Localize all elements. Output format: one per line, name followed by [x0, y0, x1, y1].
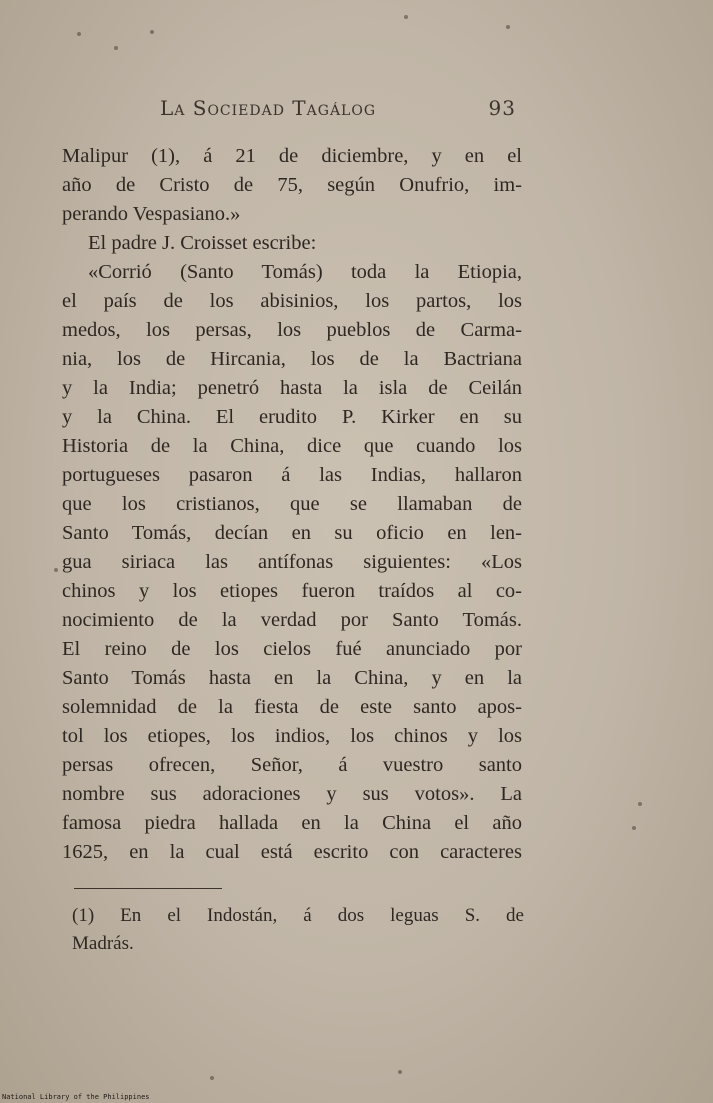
- footnote-line: (1) En el Indostán, á dos leguas S. de: [72, 905, 524, 926]
- text-line: «Corrió (Santo Tomás) toda la Etiopia,: [88, 261, 522, 283]
- text-line: y la India; penetró hasta la isla de Ceilán: [62, 377, 522, 399]
- running-header: [160, 96, 520, 126]
- ink-speck: [404, 15, 408, 19]
- ink-speck: [150, 30, 154, 34]
- text-line: famosa piedra hallada en la China el año: [62, 812, 522, 834]
- text-line: chinos y los etiopes fueron traídos al co-: [62, 580, 522, 602]
- footnote-rule: [74, 888, 222, 889]
- text-line: el país de los abisinios, los partos, los: [62, 290, 522, 312]
- ink-speck: [114, 46, 118, 50]
- page-number: 93: [488, 96, 516, 120]
- text-line: nia, los de Hircania, los de la Bactriana: [62, 348, 522, 370]
- ink-speck: [632, 826, 636, 830]
- ink-speck: [638, 802, 642, 806]
- text-line: Malipur (1), á 21 de diciembre, y en el: [62, 145, 522, 167]
- ink-speck: [506, 25, 510, 29]
- ink-speck: [210, 1076, 214, 1080]
- text-line: El reino de los cielos fué anunciado por: [62, 638, 522, 660]
- text-line: nombre sus adoraciones y sus votos». La: [62, 783, 522, 805]
- text-line: Santo Tomás, decían en su oficio en len-: [62, 522, 522, 544]
- text-line: solemnidad de la fiesta de este santo apos-: [62, 696, 522, 718]
- ink-speck: [398, 1070, 402, 1074]
- ink-speck: [54, 568, 58, 572]
- running-title: La Sociedad Tagálog: [160, 96, 377, 120]
- text-line: portugueses pasaron á las Indias, hallaron: [62, 464, 522, 486]
- library-credit: National Library of the Philippines: [2, 1093, 150, 1101]
- footnote: [72, 902, 524, 958]
- text-line: que los cristianos, que se llamaban de: [62, 493, 522, 515]
- text-line: medos, los persas, los pueblos de Carma-: [62, 319, 522, 341]
- text-line: El padre J. Croisset escribe:: [88, 232, 317, 254]
- text-line: nocimiento de la verdad por Santo Tomás.: [62, 609, 522, 631]
- text-line: Santo Tomás hasta en la China, y en la: [62, 667, 522, 689]
- text-line: tol los etiopes, los indios, los chinos y los: [62, 725, 522, 747]
- text-line: año de Cristo de 75, según Onufrio, im-: [62, 174, 522, 196]
- ink-speck: [77, 32, 81, 36]
- text-line: 1625, en la cual está escrito con caracteres: [62, 841, 522, 863]
- text-line: y la China. El erudito P. Kirker en su: [62, 406, 522, 428]
- footnote-line: Madrás.: [72, 933, 134, 954]
- text-line: Historia de la China, dice que cuando los: [62, 435, 522, 457]
- text-line: perando Vespasiano.»: [62, 203, 241, 225]
- text-line: gua siriaca las antífonas siguientes: «Los: [62, 551, 522, 573]
- body-text: [62, 142, 522, 867]
- text-line: persas ofrecen, Señor, á vuestro santo: [62, 754, 522, 776]
